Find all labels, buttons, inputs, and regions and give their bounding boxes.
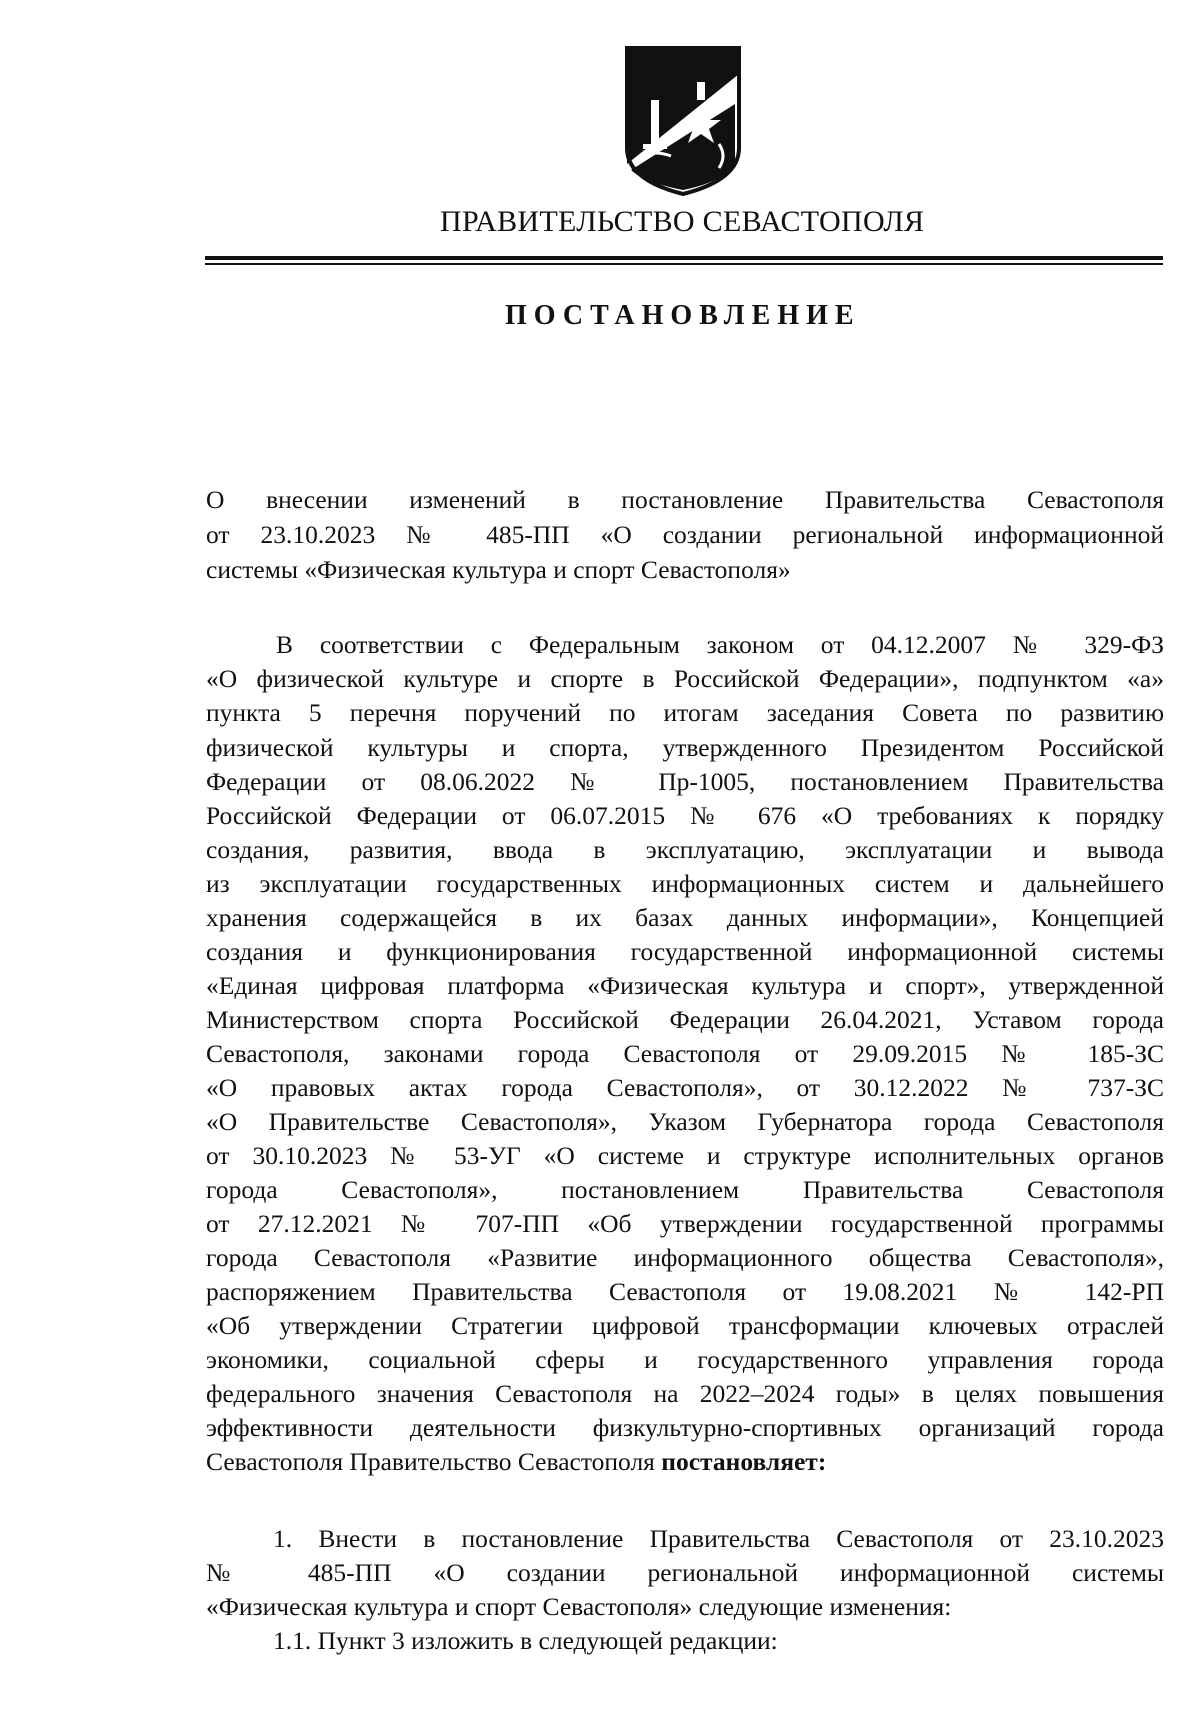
preamble-line: «О физической культуре и спорте в Российской Федерации», подпунктом «а» bbox=[206, 664, 1164, 693]
preamble-line: города Севастополя», постановлением Правительства Севастополя bbox=[206, 1175, 1164, 1204]
header-rule-thick bbox=[205, 256, 1163, 260]
item-1-line: № 485-ПП «О создании региональной информационной системы bbox=[206, 1558, 1164, 1587]
preamble-line: «Единая цифровая платформа «Физическая культура и спорт», утвержденной bbox=[206, 971, 1164, 1000]
item-1-line: «Физическая культура и спорт Севастополя» следующие изменения: bbox=[206, 1592, 952, 1621]
government-title: ПРАВИТЕЛЬСТВО СЕВАСТОПОЛЯ bbox=[440, 205, 925, 238]
preamble-line: из эксплуатации государственных информационных систем и дальнейшего bbox=[206, 869, 1164, 898]
preamble-line: города Севастополя «Развитие информационного общества Севастополя», bbox=[206, 1243, 1164, 1272]
preamble-line: от 30.10.2023 № 53-УГ «О системе и структуре исполнительных органов bbox=[206, 1141, 1164, 1170]
sevastopol-coat-of-arms-icon bbox=[623, 44, 743, 196]
resolves-keyword: постановляет: bbox=[661, 1447, 827, 1476]
preamble-line: распоряжением Правительства Севастополя от 19.08.2021 № 142-РП bbox=[206, 1277, 1164, 1306]
preamble-line: пункта 5 перечня поручений по итогам заседания Совета по развитию bbox=[206, 698, 1164, 727]
preamble-line: физической культуры и спорта, утвержденного Президентом Российской bbox=[206, 733, 1164, 762]
item-1-1-line: 1.1. Пункт 3 изложить в следующей редакции: bbox=[273, 1626, 778, 1655]
preamble-final-line bbox=[206, 1445, 1164, 1479]
preamble-line: создания и функционирования государственной информационной системы bbox=[206, 937, 1164, 966]
subject-line: от 23.10.2023 № 485-ПП «О создании региональной информационной bbox=[206, 520, 1164, 549]
preamble-line: Министерством спорта Российской Федерации 26.04.2021, Уставом города bbox=[206, 1005, 1164, 1034]
preamble-line: хранения содержащейся в их базах данных информации», Концепцией bbox=[206, 903, 1164, 932]
preamble-line: Севастополя, законами города Севастополя от 29.09.2015 № 185-ЗС bbox=[206, 1039, 1164, 1068]
preamble-line: «О правовых актах города Севастополя», от 30.12.2022 № 737-ЗС bbox=[206, 1073, 1164, 1102]
document-type-heading: ПОСТАНОВЛЕНИЕ bbox=[505, 300, 861, 331]
preamble-line: эффективности деятельности физкультурно-спортивных организаций города bbox=[206, 1413, 1164, 1442]
item-1-line: 1. Внести в постановление Правительства Севастополя от 23.10.2023 bbox=[273, 1524, 1164, 1553]
preamble-line: от 27.12.2021 № 707-ПП «Об утверждении государственной программы bbox=[206, 1209, 1164, 1238]
preamble-line: экономики, социальной сферы и государственного управления города bbox=[206, 1345, 1164, 1374]
preamble-line: создания, развития, ввода в эксплуатацию, эксплуатации и вывода bbox=[206, 835, 1164, 864]
preamble-final-text: Севастополя Правительство Севастополя bbox=[206, 1447, 662, 1476]
preamble-line: «О Правительстве Севастополя», Указом Губернатора города Севастополя bbox=[206, 1107, 1164, 1136]
preamble-line: Российской Федерации от 06.07.2015 № 676 «О требованиях к порядку bbox=[206, 801, 1164, 830]
subject-line: системы «Физическая культура и спорт Севастополя» bbox=[206, 555, 791, 584]
preamble-line: В соответствии с Федеральным законом от 04.12.2007 № 329-ФЗ bbox=[276, 630, 1164, 659]
preamble-line: федерального значения Севастополя на 2022–2024 годы» в целях повышения bbox=[206, 1379, 1164, 1408]
header-rule-thin bbox=[205, 263, 1163, 265]
subject-line: О внесении изменений в постановление Правительства Севастополя bbox=[206, 485, 1164, 514]
preamble-line: «Об утверждении Стратегии цифровой трансформации ключевых отраслей bbox=[206, 1311, 1164, 1340]
preamble-line: Федерации от 08.06.2022 № Пр-1005, постановлением Правительства bbox=[206, 767, 1164, 796]
